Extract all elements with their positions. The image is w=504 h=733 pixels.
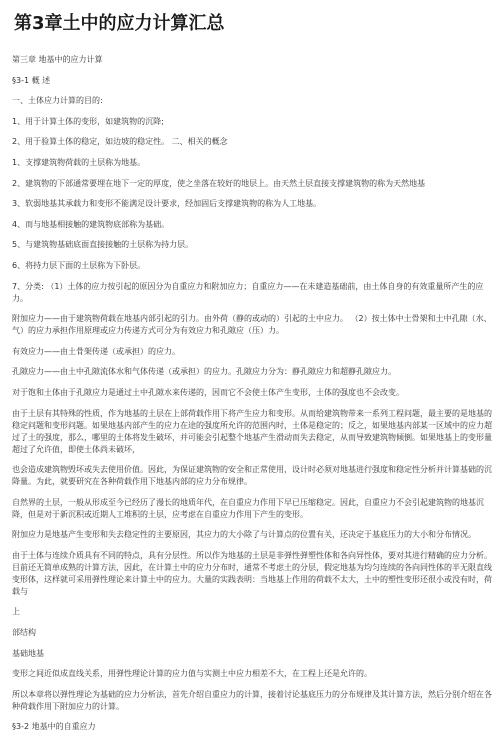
paragraph: 对于饱和土体由于孔隙应力是通过土中孔隙水来传递的，因而它不会使土体产生变形，土体的强度也不会改变。 — [12, 387, 404, 397]
paragraph: 1、用于计算土体的变形，如建筑物的沉降; — [12, 116, 164, 126]
paragraph: 由于土体与连续介质具有不同的特点，具有分层性。所以作为地基的土层是非弹性弹塑性体和各向异性体，要对其进行精确的应力分析。目前还无简单成熟的计算方法，因此，在计算土中的应力分布时，通常不考虑土的分层，假定地基为均匀连续的各向同性体的半无限直线变形体，这样就可采用弹性理论来计算土中的应力。大量的实践表明：当地基上作用的荷载不太大，土中的塑性变形还很小或没有时，荷载与 — [12, 550, 492, 596]
paragraph: 自然界的土层，一般从形成至今已经历了漫长的地质年代，在自重应力作用下早已压缩稳定。因此，自重应力不会引起建筑物的地基沉降，但是对于新沉积或近期人工堆积的土层，应考虑在自重应力作用下产生的变形。 — [12, 497, 484, 519]
paragraph: 1、支撑建筑物荷载的土层称为地基。 — [12, 157, 146, 167]
paragraph: 变形之间近似成直线关系，用弹性理论计算的应力值与实测土中应力相差不大，在工程上还是允许的。 — [12, 669, 372, 679]
paragraph: 孔隙应力——由土中孔隙流体水和气体传递（或承担）的应力。孔隙应力分为：静孔隙应力和超静孔隙应力。 — [12, 367, 396, 377]
document-body — [12, 54, 492, 733]
paragraph: 3、软弱地基其承载力和变形不能满足设计要求，经加固后支撑建筑物的称为人工地基。 — [12, 199, 322, 209]
paragraph: §3-1 概 述 — [12, 75, 51, 85]
paragraph: 附加应力是地基产生变形和失去稳定性的主要原因，其应力的大小除了与计算点的位置有关，还决定于基底压力的大小和分布情况。 — [12, 530, 476, 540]
paragraph: 7、分类: （1）土体的应力按引起的原因分为自重应力和附加应力；自重应力——在未建造基础前，由土体自身的有效重量所产生的应力。 — [12, 281, 484, 303]
paragraph: 由于土层有其特殊的性质，作为地基的土层在上部荷载作用下将产生应力和变形。从而给建筑物带来一系列工程问题，最主要的是地基的稳定问题和变形问题。如果地基内部产生的应力在途的强度所允许的范围内时，土体是稳定的；反之，如果地基内部某一区域中的应力超过了土的强度，那么，哪里的土体将发生破坏，并可能会引起整个地基产生滑动而失去稳定，从而导致建筑物倾倒。如果地基上的变形量超过了允许值，即使土体尚未破坏， — [12, 408, 492, 454]
paragraph: 所以本章将以弹性理论为基础的应力分析法，首先介绍自重应力的计算，接着讨论基底压力的分布规律及其计算方法，然后分别介绍在各种荷载作用下附加应力的计算。 — [12, 689, 492, 711]
paragraph: §3-2 地基中的自重应力 — [12, 722, 96, 732]
paragraph: 2、用于验算土体的稳定，如边坡的稳定性。 二、相关的概念 — [12, 137, 228, 147]
paragraph: 4、而与地基相接触的建筑物底部称为基础。 — [12, 219, 170, 229]
paragraph: 附加应力——由于建筑物荷载在地基内部引起的引力。由外荷（静的或动的）引起的土中应力。 （2）按土体中土骨架和土中孔隙（水、气）的应力承担作用原理或应力传递方式可分为有效应力和孔隙应（压）力。 — [12, 314, 492, 336]
document-title: 第3章土中的应力计算汇总 — [14, 13, 225, 34]
paragraph: 5、与建筑物基础底面直接接触的土层称为持力层。 — [12, 240, 194, 250]
paragraph: 2、建筑物的下部通常要埋在地下一定的厚度，使之坐落在较好的地层上。由天然土层直接支撑建筑物的称为天然地基 — [12, 178, 426, 188]
paragraph: 第三章 地基中的应力计算 — [12, 55, 103, 64]
paragraph: 上 — [12, 607, 20, 617]
paragraph: 6、将持力层下面的土层称为下卧层。 — [12, 260, 146, 270]
paragraph: 部结构 — [12, 628, 36, 638]
paragraph: 一、土体应力计算的目的: — [12, 96, 103, 106]
paragraph: 基础地基 — [12, 648, 44, 658]
paragraph: 有效应力——由土骨架传递（或承担）的应力。 — [12, 346, 180, 356]
paragraph: 也会造成建筑物毁坏或失去使用价值。因此，为保证建筑物的安全和正常使用，设计时必须对地基进行强度和稳定性分析并计算基础的沉降量。为此，就要研究在各种荷载作用下地基内部的应力分布规律。 — [12, 465, 492, 487]
